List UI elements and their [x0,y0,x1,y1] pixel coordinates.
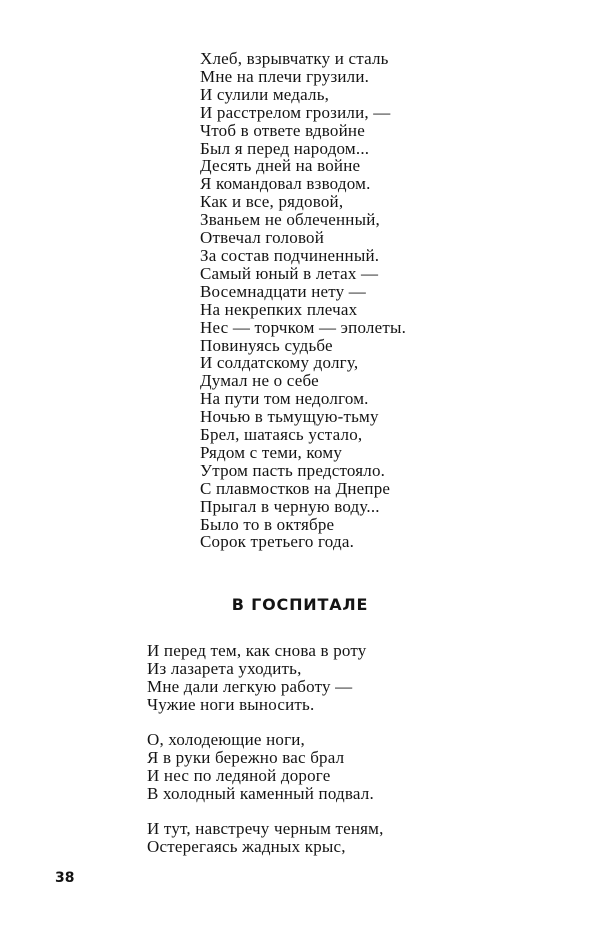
poem-line: И сулили медаль, [200,84,330,104]
poem-line: Отвечал головой [200,228,325,248]
poem-line: Повинуясь судьбе [200,335,333,355]
page-number: 38 [55,870,75,886]
poem-line: В холодный каменный подвал. [147,783,374,803]
poem-line: Я в руки бережно вас брал [147,747,345,767]
poem-line: На некрепких плечах [200,299,358,319]
poem-line: Мне дали легкую работу — [147,676,353,696]
poem-line: Как и все, рядовой, [200,192,344,212]
poem-line: Брел, шатаясь устало, [200,425,363,445]
poem-line: Был я перед народом... [200,138,370,158]
poem-line: За состав подчиненный. [200,245,380,265]
poem-line: Ночью в тьмущую-тьму [200,407,379,427]
poem-line: И расстрелом грозили, — [200,102,391,122]
poem-line: Чужие ноги выносить. [147,694,315,714]
poem-line: Было то в октябре [200,514,335,534]
poem-line: Десять дней на войне [200,156,361,176]
hospital-stanza-3 [147,820,447,856]
poem-line: Чтоб в ответе вдвойне [200,120,365,140]
poem-line: С плавмостков на Днепре [200,478,391,498]
section-title: В ГОСПИТАЛЕ [231,595,369,614]
poem-line: Восемнадцати нету — [200,281,366,301]
poem-line: Остерегаясь жадных крыс, [147,836,346,856]
poem-line: О, холодеющие ноги, [147,730,305,749]
poem-line: Сорок третьего года. [200,532,355,552]
poem-continued [200,50,460,551]
poem-line: Я командовал взводом. [200,174,371,194]
poem-line: Думал не о себе [200,371,319,391]
poem-line: Прыгал в черную воду... [200,496,380,516]
poem-line: Утром пасть предстояло. [200,460,386,480]
poem-line: Мне на плечи грузили. [200,66,370,86]
poem-line: Самый юный в летах — [200,263,379,283]
poem-line: Из лазарета уходить, [147,658,302,678]
poem-line: И тут, навстречу черным теням, [147,819,384,838]
poem-line: Званьем не облеченный, [200,210,380,230]
poem-line: И нес по ледяной дороге [147,765,331,785]
poem-line: На пути том недолгом. [200,389,369,409]
poem-line: Нес — торчком — эполеты. [200,317,407,337]
poem-line: И солдатскому долгу, [200,353,359,373]
poem-line: Хлеб, взрывчатку и сталь [200,49,389,68]
hospital-stanza-1 [147,642,447,714]
poem-line: Рядом с теми, кому [200,442,343,462]
poem-line: И перед тем, как снова в роту [147,641,367,660]
hospital-stanza-2 [147,731,447,803]
